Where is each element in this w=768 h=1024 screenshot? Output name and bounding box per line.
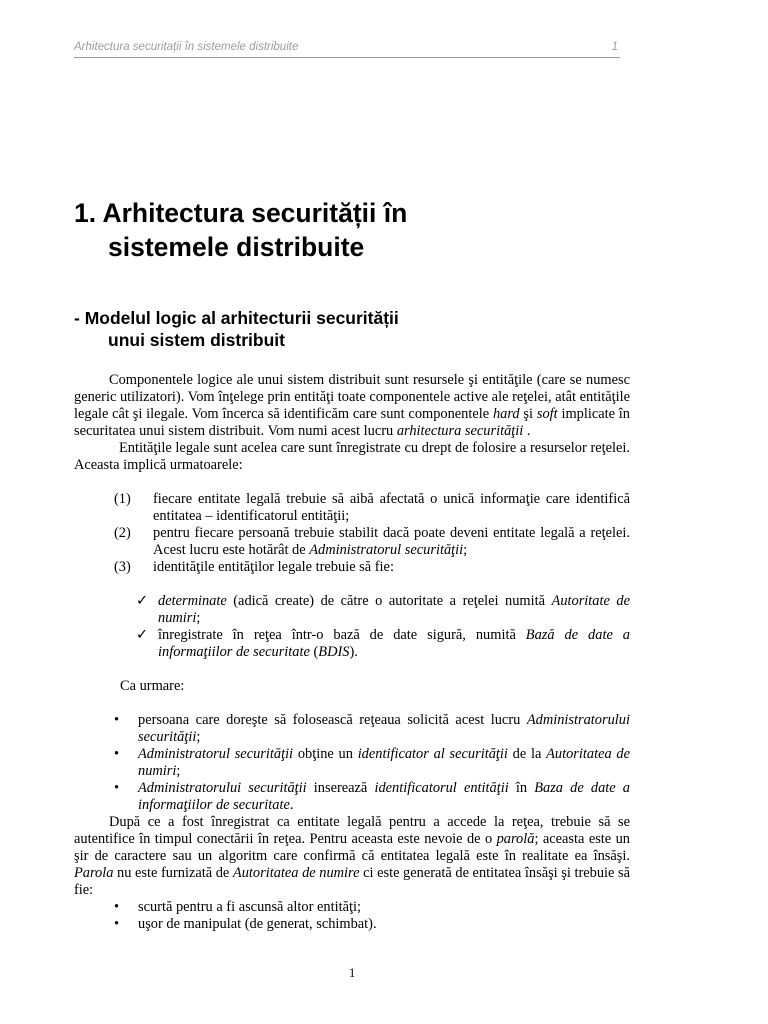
bullet-icon: • [114, 712, 120, 728]
bullet-list-1 [74, 712, 630, 814]
numbered-item-label: (3) [114, 559, 131, 575]
bullet-list-2 [74, 899, 630, 933]
numbered-item-label: (2) [114, 525, 131, 541]
list-item: ✓ înregistrate în reţea într-o bază de date sigură, numită Bază de date a informaţiilor de securitate (BDIS). [136, 627, 630, 660]
paragraph-intro: Componentele logice ale unui sistem distribuit sunt resursele şi entităţile (care se numesc generic utilizatori). Vom înţelege prin entităţi toate componentele active ale reţelei, atât entităţile legale cât şi ilegale. Vom încerca să identificăm care sunt componentele hard şi soft implicate în securitatea unui sistem distribuit. Vom numi acest lucru arhitectura securităţii . [74, 372, 630, 439]
numbered-item [74, 525, 630, 559]
check-list [74, 593, 630, 661]
list-item: • uşor de manipulat (de generat, schimbat). [114, 916, 377, 932]
list-item: • Administratorul securităţii obţine un identificator al securităţii de la Autoritatea de numiri; [114, 746, 631, 779]
running-header [74, 40, 620, 58]
numbered-item [74, 491, 630, 525]
chapter-heading [74, 196, 407, 264]
ca-urmare-label: Ca urmare: [120, 678, 185, 694]
bullet-icon: • [114, 916, 120, 932]
list-item: • persoana care doreşte să folosească reţeaua solicită acest lucru Administratorului securităţii; [114, 712, 630, 745]
chapter-heading-line2: sistemele distribuite [108, 232, 365, 262]
paragraph-legal-entities: Entităţile legale sunt acelea care sunt înregistrate cu drept de folosire a resurselor reţelei. Aceasta implică urmatoarele: [74, 440, 630, 473]
bullet-icon: • [114, 746, 120, 762]
chapter-heading-line1: 1. Arhitectura securității în [74, 198, 408, 228]
section-heading [74, 307, 399, 351]
section-heading-line2: unui sistem distribuit [108, 330, 285, 350]
numbered-item-text: identităţile entităţilor legale trebuie să fie: [153, 559, 394, 575]
running-header-title: Arhitectura securitații în sistemele distribuite [74, 41, 299, 53]
checkmark-icon: ✓ [136, 593, 149, 609]
numbered-item-label: (1) [114, 491, 131, 507]
page-number: 1 [349, 966, 356, 980]
list-item: • Administratorului securităţii inserează identificatorul entităţii în Baza de date a informaţiilor de securitate. [114, 780, 630, 813]
list-item: ✓ determinate (adică create) de către o autoritate a reţelei numită Autoritate de numiri; [136, 593, 630, 626]
paragraph-password: După ce a fost înregistrat ca entitate legală pentru a accede la reţea, trebuie să se autentifice în timpul conectării în reţea. Pentru aceasta este nevoie de o parolă; aceasta este un şir de caractere sau un algoritm care confirmă că entitatea legală este în realitate ea însăşi. Parola nu este furnizată de Autoritatea de numire ci este generată de entitatea însăşi şi trebuie să fie: [74, 814, 631, 898]
list-item: • scurtă pentru a fi ascunsă altor entităţi; [114, 899, 361, 915]
numbered-item [74, 559, 630, 576]
bullet-icon: • [114, 899, 120, 915]
document-body [74, 372, 630, 933]
checkmark-icon: ✓ [136, 627, 149, 643]
bullet-icon: • [114, 780, 120, 796]
running-header-page: 1 [611, 41, 618, 53]
numbered-item-text: pentru fiecare persoană trebuie stabilit dacă poate deveni entitate legală a reţelei. Acest lucru este hotărât de Administratorul securităţii; [153, 525, 630, 558]
section-heading-line1: - Modelul logic al arhitecturii securității [74, 308, 399, 328]
numbered-item-text: fiecare entitate legală trebuie să aibă afectată o unică informaţie care identifică entitatea – identificatorul entităţii; [153, 491, 630, 524]
